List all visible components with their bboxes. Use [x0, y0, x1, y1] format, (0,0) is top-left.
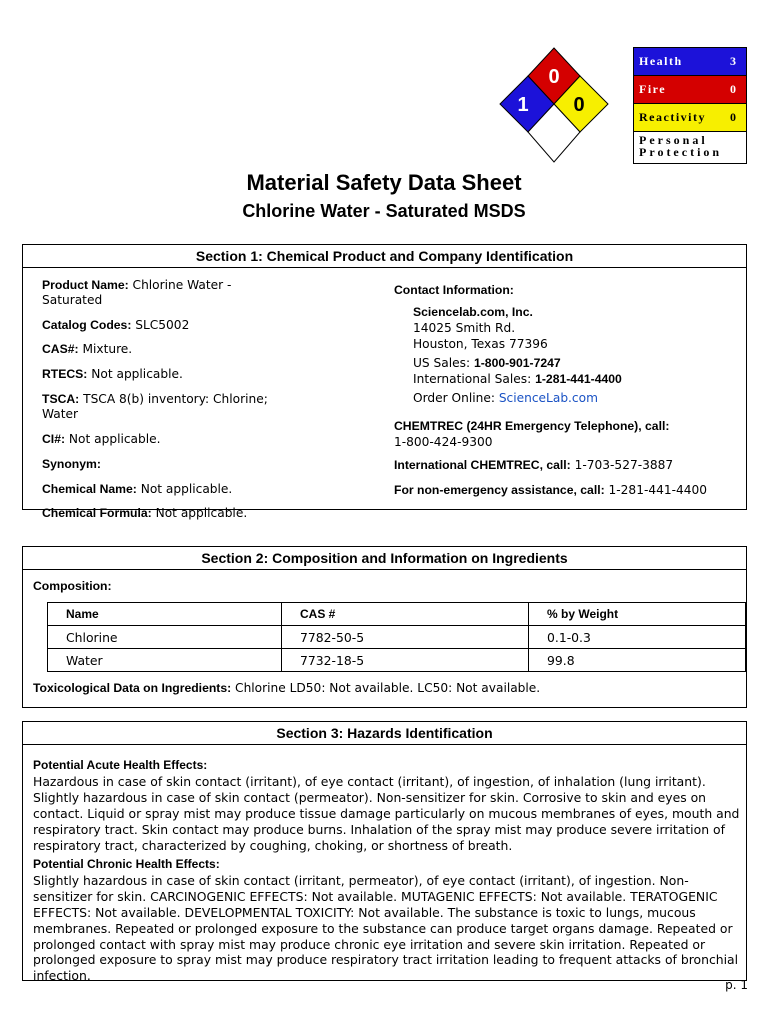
hmis-reactivity-value: 0: [730, 110, 736, 124]
us-sales-label: US Sales:: [413, 356, 474, 370]
toxicological-data-value: Chlorine LD50: Not available. LC50: Not available.: [231, 681, 541, 695]
table-header-row: [48, 603, 746, 626]
non-emergency-value: 1-281-441-4400: [604, 483, 708, 497]
table-cell: 7732-18-5: [282, 649, 529, 672]
tsca-field: [42, 392, 268, 422]
rtecs-value: Not applicable.: [87, 367, 183, 381]
product-name-label: Product Name:: [42, 278, 129, 292]
chronic-health-effects: [33, 856, 742, 984]
catalog-codes-field: [42, 318, 189, 333]
sciencelab-link[interactable]: ScienceLab.com: [498, 391, 598, 405]
us-sales-value: 1-800-901-7247: [473, 356, 561, 370]
section-3: [22, 721, 747, 984]
cas-label: CAS#:: [42, 342, 79, 356]
product-name-value-cont: Saturated: [42, 293, 103, 307]
composition-label-text: Composition:: [33, 579, 112, 593]
section-1-heading: Section 1: Chemical Product and Company Identification: [23, 245, 746, 268]
chemtrec-field: [394, 418, 669, 450]
order-online-label: Order Online:: [413, 391, 499, 405]
table-cell: 7782-50-5: [282, 626, 529, 649]
nfpa-hazard-diamond: [499, 47, 609, 164]
intl-sales-value: 1-281-441-4400: [535, 372, 622, 386]
hmis-health-row: [634, 48, 746, 76]
section-2: [22, 546, 747, 708]
chemtrec-label: CHEMTREC (24HR Emergency Telephone), call:: [394, 419, 670, 433]
company-name: Sciencelab.com, Inc.: [413, 305, 533, 319]
non-emergency-field: [394, 483, 707, 498]
section-1: [22, 244, 747, 510]
ci-field: [42, 432, 161, 447]
non-emergency-label: For non-emergency assistance, call:: [394, 483, 605, 497]
chronic-health-effects-text: Slightly hazardous in case of skin contact (irritant, permeator), of eye contact (irritant), of ingestion. Non-sensitizer for skin. CARCINOGENIC EFFECTS: Not available. MUTAGENIC EFFECTS: Not available. TERATOGENIC EFFECTS: Not available. DEVELOPMENTAL TOXICITY: Not available. The substance is toxic to lungs, mucous membranes. Repeated or prolonged exposure to the substance can produce target organs damage. Repeated or prolonged contact with spray mist may produce chronic eye irritation and severe skin irritation. Repeated or prolonged exposure to spray mist may produce respiratory tract irritation leading to frequent attacks of bronchial infection.: [33, 872, 739, 984]
column-header-weight: % by Weight: [529, 603, 746, 626]
nfpa-fire-value: 0: [548, 66, 560, 88]
hmis-reactivity-label: Reactivity: [639, 110, 706, 124]
intl-chemtrec-label: International CHEMTREC, call:: [394, 458, 571, 472]
chemical-formula-label: Chemical Formula:: [42, 506, 152, 520]
hmis-fire-value: 0: [730, 82, 736, 96]
composition-table: [47, 602, 746, 672]
chemical-name-label: Chemical Name:: [42, 482, 137, 496]
hmis-health-label: Health: [639, 54, 683, 68]
order-online: [413, 391, 598, 406]
acute-health-effects: [33, 757, 742, 853]
document-title: Material Safety Data Sheet: [246, 170, 522, 195]
section-2-heading: Section 2: Composition and Information on Ingredients: [23, 547, 746, 570]
address-line-2: Houston, Texas 77396: [413, 337, 548, 351]
cas-value: Mixture.: [78, 342, 133, 356]
synonym-field: [42, 457, 101, 472]
nfpa-reactivity-value: 0: [573, 94, 585, 116]
chemical-formula-value: Not applicable.: [151, 506, 248, 520]
chemical-name-field: [42, 482, 232, 497]
table-row: [48, 626, 746, 649]
synonym-label: Synonym:: [42, 457, 101, 471]
hmis-fire-row: [634, 76, 746, 104]
chemtrec-value: 1-800-424-9300: [394, 435, 493, 449]
ci-label: CI#:: [42, 432, 66, 446]
acute-health-effects-label: Potential Acute Health Effects:: [33, 758, 208, 772]
rtecs-field: [42, 367, 183, 382]
hmis-reactivity-row: [634, 104, 746, 132]
column-header-name: Name: [48, 603, 282, 626]
column-header-cas: CAS #: [282, 603, 529, 626]
hmis-rating-box: [633, 47, 747, 164]
chemical-name-value: Not applicable.: [136, 482, 233, 496]
page-number: p. 1: [725, 978, 748, 992]
ci-value: Not applicable.: [65, 432, 161, 446]
sales-contacts: [413, 355, 622, 387]
hmis-health-value: 3: [730, 54, 736, 68]
chemical-formula-field: [42, 506, 247, 521]
intl-chemtrec-value: 1-703-527-3887: [570, 458, 674, 472]
hmis-fire-label: Fire: [639, 82, 667, 96]
catalog-codes-value: SLC5002: [131, 318, 190, 332]
composition-label: [33, 579, 112, 594]
product-name-field: [42, 278, 231, 308]
table-cell: Water: [48, 649, 282, 672]
table-cell: 99.8: [529, 649, 746, 672]
contact-information-label: [394, 283, 514, 298]
contact-label-text: Contact Information:: [394, 283, 514, 297]
toxicological-data: [33, 681, 540, 696]
document-subtitle: Chlorine Water - Saturated MSDS: [242, 201, 526, 221]
table-cell: 0.1-0.3: [529, 626, 746, 649]
table-row: [48, 649, 746, 672]
chronic-health-effects-label: Potential Chronic Health Effects:: [33, 857, 220, 871]
company-address: [413, 304, 548, 352]
intl-chemtrec-field: [394, 458, 673, 473]
table-cell: Chlorine: [48, 626, 282, 649]
intl-sales-label: International Sales:: [413, 372, 536, 386]
cas-field: [42, 342, 132, 357]
acute-health-effects-text: Hazardous in case of skin contact (irritant), of eye contact (irritant), of ingestion, of inhalation (lung irritant). Slightly hazardous in case of skin contact (permeator). Non-sensitizer for skin. Corrosive to skin and eyes on contact. Liquid or spray mist may produce tissue damage particularly on mucous membranes of eyes, mouth and respiratory tract. Skin contact may produce burns. Inhalation of the spray mist may produce severe irritation of respiratory tract, characterized by coughing, choking, or shortness of breath.: [33, 773, 740, 853]
nfpa-health-value: 1: [517, 94, 529, 116]
hmis-personal-protection: Personal Protection: [639, 133, 723, 159]
product-name-value: Chlorine Water -: [128, 278, 232, 292]
address-line-1: 14025 Smith Rd.: [413, 321, 516, 335]
tsca-value-cont: Water: [42, 407, 79, 421]
tsca-label: TSCA:: [42, 392, 80, 406]
section-3-heading: Section 3: Hazards Identification: [23, 722, 746, 745]
catalog-codes-label: Catalog Codes:: [42, 318, 132, 332]
tsca-value: TSCA 8(b) inventory: Chlorine;: [79, 392, 268, 406]
rtecs-label: RTECS:: [42, 367, 88, 381]
toxicological-data-label: Toxicological Data on Ingredients:: [33, 681, 232, 695]
